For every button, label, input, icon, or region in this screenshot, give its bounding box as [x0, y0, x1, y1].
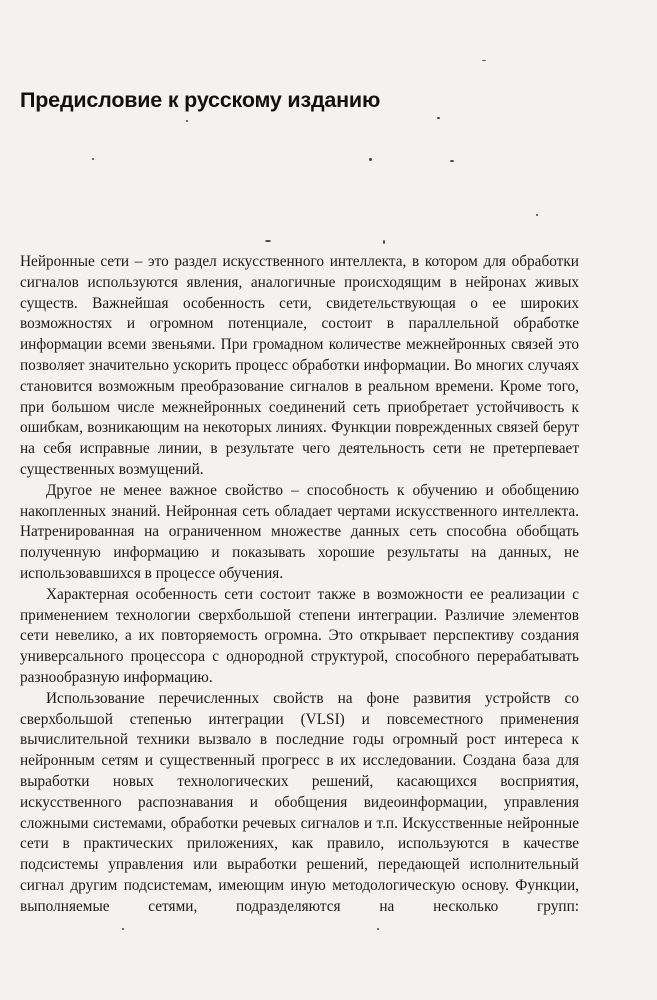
document-body: [20, 252, 579, 918]
scan-speck: [437, 117, 440, 119]
scan-speck: [186, 120, 188, 122]
scan-speck: [369, 158, 372, 161]
paragraph: Нейронные сети – это раздел искусственного интеллекта, в котором для обработки сигналов используются явления, аналогичные происходящим в нейронах живых существ. Важнейшая особенность сети, свидетельствующая о ее широких возможностях и огромном потенциале, состоит в параллельной обработке информации всеми звеньями. При громадном количестве межнейронных связей это позволяет значительно ускорить процесс обработки информации. Во многих случаях становится возможным преобразование сигналов в реальном времени. Кроме того, при большом числе межнейронных соединений сеть приобретает устойчивость к ошибкам, возникающим на некоторых линиях. Функции поврежденных связей берут на себя исправные линии, в результате чего деятельность сети не претерпевает существенных возмущений.: [20, 253, 579, 478]
scan-speck: [92, 158, 94, 160]
scan-speck: [377, 928, 379, 930]
scan-speck: [536, 214, 538, 216]
scan-speck: [122, 928, 124, 930]
scan-speck: [482, 60, 486, 61]
scan-speck: [383, 240, 385, 244]
scan-speck: [265, 240, 271, 242]
page-title: Предисловие к русскому изданию: [20, 88, 381, 112]
paragraph: Использование перечисленных свойств на фоне развития устройств со сверхбольшой степенью интеграции (VLSI) и повсеместного применения вычислительной техники вызвало в последние годы огромный рост интереса к нейронным сетям и существенный прогресс в их исследовании. Создана база для выработки новых технологических решений, касающихся восприятия, искусственного распознавания и обобщения видеоинформации, управления сложными системами, обработки речевых сигналов и т.п. Искусственные нейронные сети в практических приложениях, как правило, используются в качестве подсистемы управления или выработки решений, передающей исполнительный сигнал другим подсистемам, имеющим иную методологическую основу. Функции, выполняемые сетями, подразделяются на несколько групп:: [20, 689, 579, 915]
paragraph: Другое не менее важное свойство – способность к обучению и обобщению накопленных знаний. Нейронная сеть обладает чертами искусственного интеллекта. Натренированная на ограниченном множестве данных сеть способна обобщать полученную информацию и показывать хорошие результаты на данных, не использовавшихся в процессе обучения.: [20, 481, 579, 582]
scan-speck: [450, 160, 454, 162]
paragraph: Характерная особенность сети состоит также в возможности ее реализации с применением технологии сверхбольшой степени интеграции. Различие элементов сети невелико, а их повторяемость огромна. Это открывает перспективу создания универсального процессора с однородной структурой, способного перерабатывать разнообразную информацию.: [20, 585, 579, 686]
